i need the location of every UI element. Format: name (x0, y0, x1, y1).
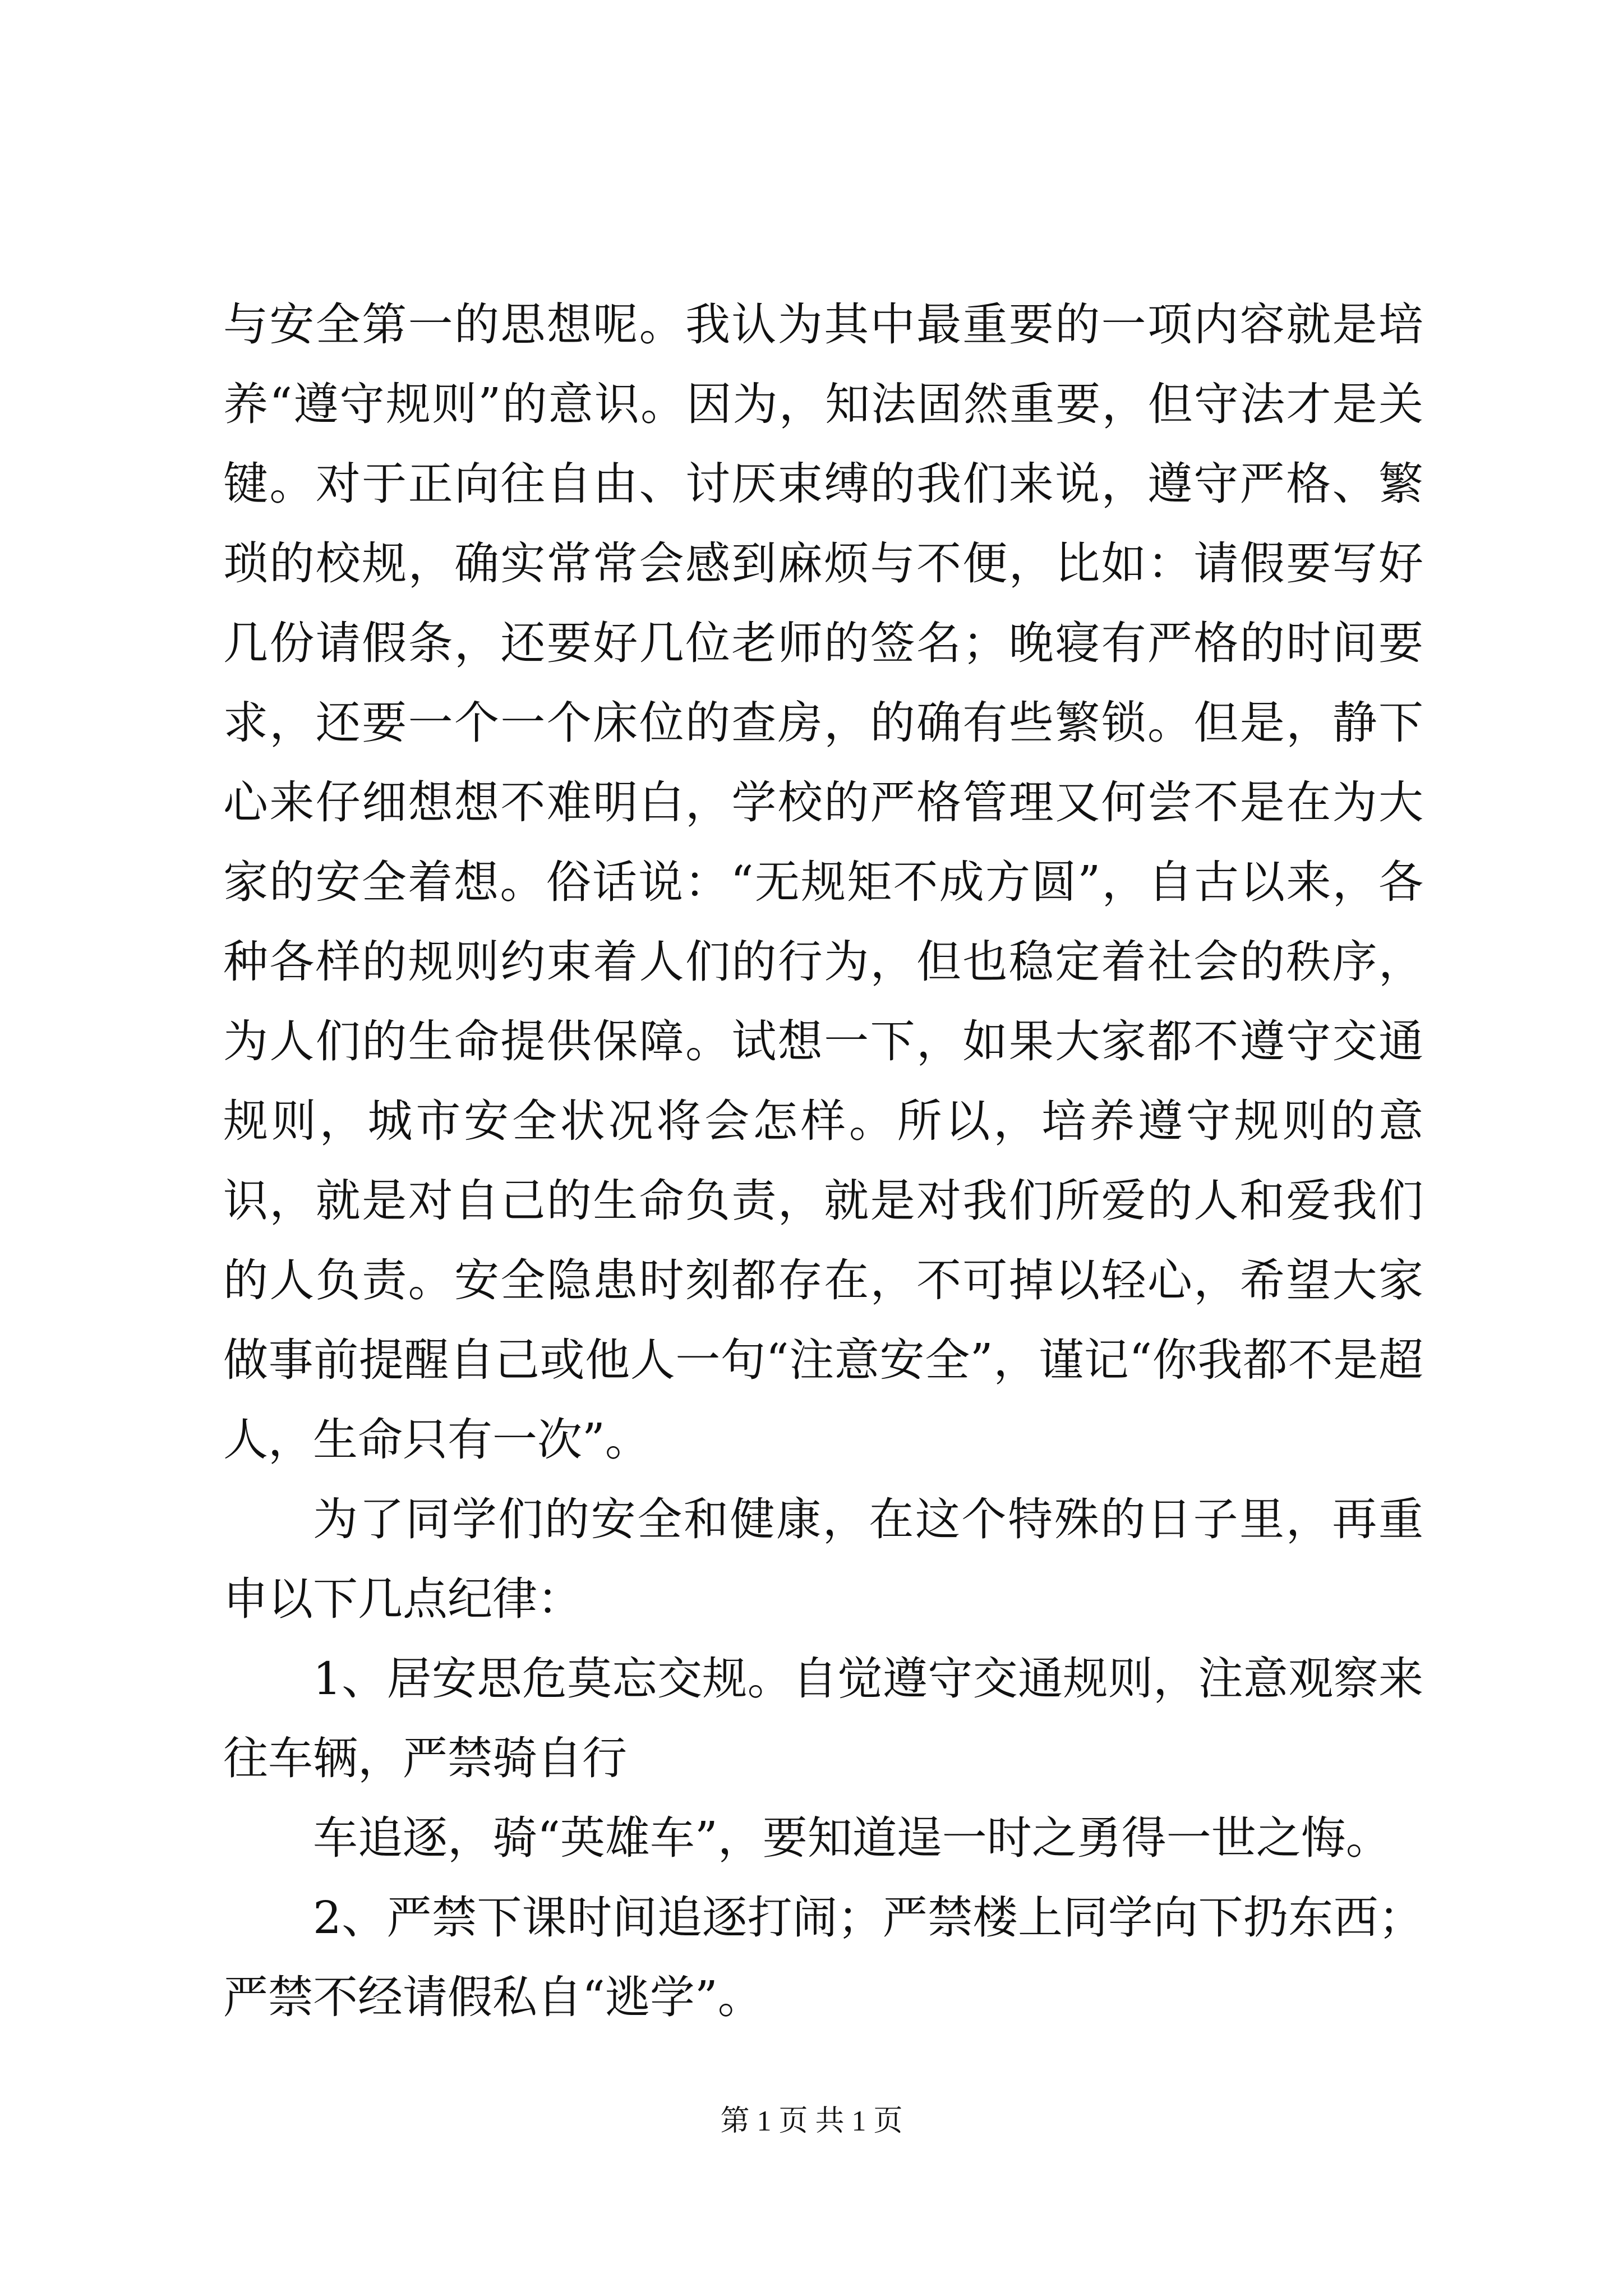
document-body (223, 285, 1423, 2037)
paragraph-rule-2: 2、严禁下课时间追逐打闹；严禁楼上同学向下扔东西；严禁不经请假私自“逃学”。 (223, 1892, 1423, 2023)
paragraph-discipline-intro: 为了同学们的安全和健康，在这个特殊的日子里，再重申以下几点纪律： (223, 1493, 1423, 1625)
page-number-footer: 第 1 页 共 1 页 (720, 2105, 903, 2137)
paragraph-rule-1: 1、居安思危莫忘交规。自觉遵守交通规则，注意观察来往车辆，严禁骑自行 (223, 1653, 1423, 1784)
paragraph-safety-rules: 与安全第一的思想呢。我认为其中最重要的一项内容就是培养“遵守规则”的意识。因为，知法固然重要，但守法才是关键。对于正向往自由、讨厌束缚的我们来说，遵守严格、繁琐的校规，确实常常会感到麻烦与不便，比如：请假要写好几份请假条，还要好几位老师的签名；晚寝有严格的时间要求，还要一个一个床位的查房，的确有些繁锁。但是，静下心来仔细想想不难明白，学校的严格管理又何尝不是在为大家的安全着想。俗话说：“无规矩不成方圆”，自古以来，各种各样的规则约束着人们的行为，但也稳定着社会的秩序，为人们的生命提供保障。试想一下，如果大家都不遵守交通规则，城市安全状况将会怎样。所以，培养遵守规则的意识，就是对自己的生命负责，就是对我们所爱的人和爱我们的人负责。安全隐患时刻都存在，不可掉以轻心，希望大家做事前提醒自己或他人一句“注意安全”，谨记“你我都不是超人，生命只有一次”。 (223, 298, 1423, 1466)
paragraph-rule-1-continued: 车追逐，骑“英雄车”，要知道逞一时之勇得一世之悔。 (313, 1812, 1391, 1864)
